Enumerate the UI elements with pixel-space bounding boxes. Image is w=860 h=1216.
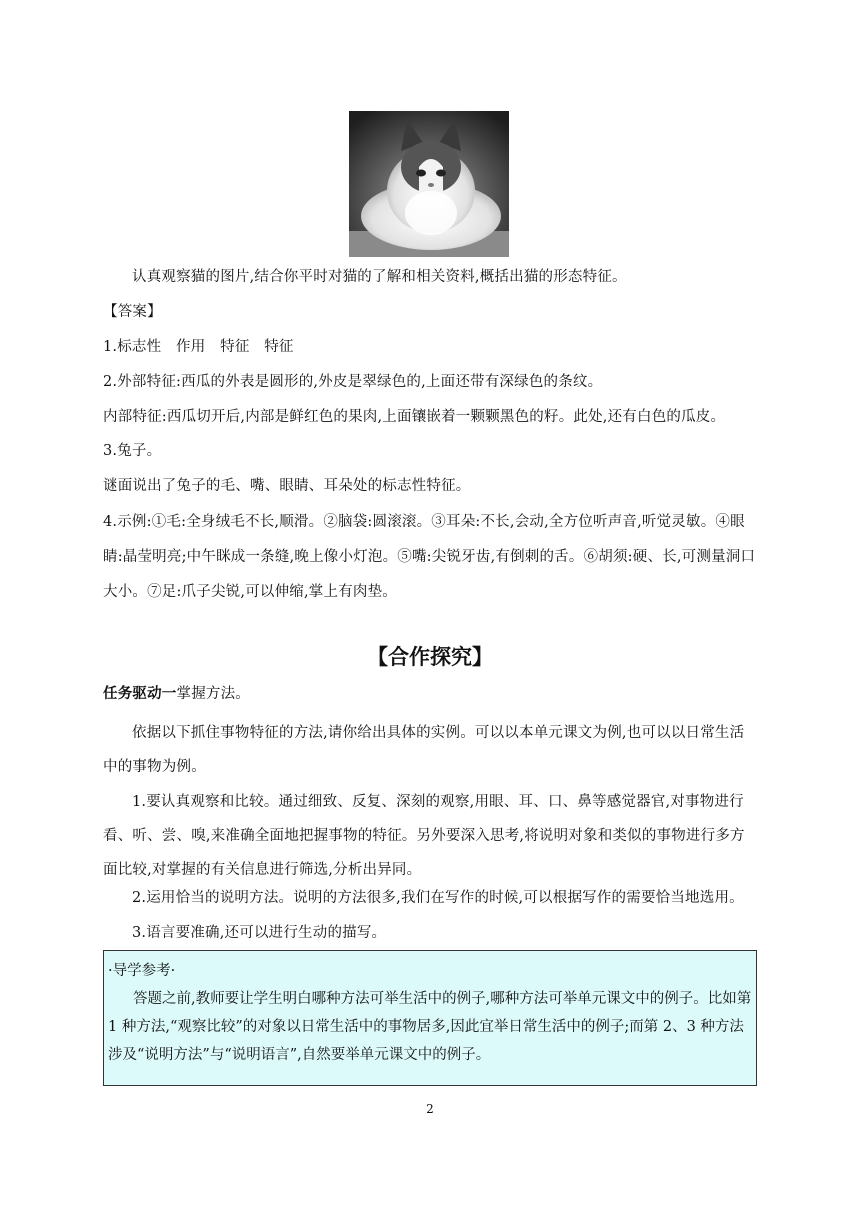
section-title: 【合作探究】: [367, 645, 493, 669]
answer-3-explain: 谜面说出了兔子的毛、嘴、眼睛、耳朵处的标志性特征。: [103, 478, 471, 494]
answer-2-inner: 内部特征:西瓜切开后,内部是鲜红色的果肉,上面镶嵌着一颗颗黑色的籽。此处,还有白色的瓜皮。: [103, 409, 726, 425]
task-line: [103, 680, 757, 708]
prompt-text: 认真观察猫的图片,结合你平时对猫的了解和相关资料,概括出猫的形态特征。: [132, 269, 627, 285]
method-2: 2.运用恰当的说明方法。说明的方法很多,我们在写作的时候,可以根据写作的需要恰当地选用。: [132, 890, 744, 906]
answer-4: 4.示例:①毛:全身绒毛不长,顺滑。②脑袋:圆滚滚。③耳朵:不长,会动,全方位听声音,听觉灵敏。④眼睛:晶莹明亮;中午眯成一条缝,晚上像小灯泡。⑤嘴:尖锐牙齿,有倒刺的舌。⑥胡须:硬、长,可测量洞口大小。⑦足:爪子尖锐,可以伸缩,掌上有肉垫。: [103, 514, 756, 600]
answer-3: 3.兔子。: [103, 443, 162, 459]
answer-heading: 【答案】: [103, 304, 162, 320]
answer-2: 2.外部特征:西瓜的外表是圆形的,外皮是翠绿色的,上面还带有深绿色的条纹。: [103, 374, 603, 390]
guide-label: ·导学参考·: [108, 963, 176, 979]
guide-box: [103, 950, 757, 1086]
answer-1: 1.标志性 作用 特征 特征: [103, 339, 294, 355]
method-1: 1.要认真观察和比较。通过细致、反复、深刻的观察,用眼、耳、口、鼻等感觉器官,对事物进行看、听、尝、嗅,来准确全面地把握事物的特征。另外要深入思考,将说明对象和类似的事物进行多方面比较,对掌握的有关信息进行筛选,分析出异同。: [103, 794, 745, 878]
guide-text: 答题之前,教师要让学生明白哪种方法可举生活中的例子,哪种方法可举单元课文中的例子。比如第 1 种方法,“观察比较”的对象以日常生活中的事物居多,因此宜举日常生活中的例子;而第 2、3 种方法涉及“说明方法”与“说明语言”,自然要举单元课文中的例子。: [108, 991, 752, 1063]
intro-text: 依据以下抓住事物特征的方法,请你给出具体的实例。可以以本单元课文为例,也可以以日常生活中的事物为例。: [103, 725, 745, 775]
method-3: 3.语言要准确,还可以进行生动的描写。: [132, 925, 387, 941]
task-text: 掌握方法。: [176, 686, 250, 702]
cat-photo: [349, 111, 509, 257]
page-number: 2: [426, 1102, 434, 1116]
task-label: 任务驱动一: [103, 686, 177, 702]
